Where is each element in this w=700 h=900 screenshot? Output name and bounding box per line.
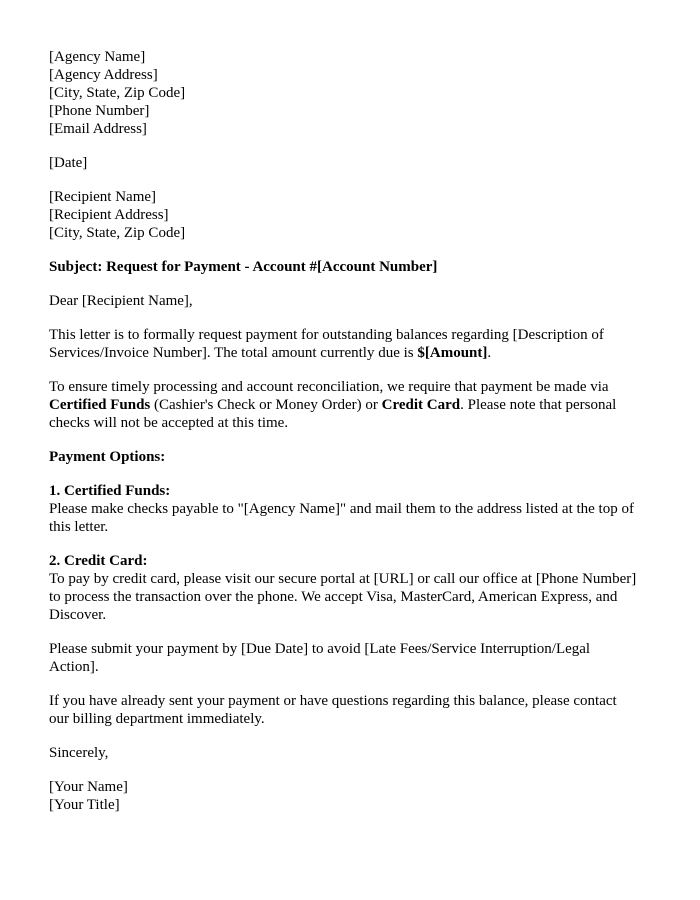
option-credit-card bbox=[49, 552, 638, 624]
text-segment: [Your Name] bbox=[49, 779, 128, 795]
text-segment: If you have already sent your payment or have questions regarding this balance, please contact our billing department immediately. bbox=[49, 693, 617, 727]
text-line bbox=[49, 692, 638, 728]
text-line bbox=[49, 188, 638, 206]
bold-text-segment: $[Amount] bbox=[417, 345, 488, 361]
text-line bbox=[49, 84, 638, 102]
text-line bbox=[49, 48, 638, 66]
text-segment: This letter is to formally request payment for outstanding balances regarding [Description of Services/Invoice Number]. The total amount currently due is bbox=[49, 327, 604, 361]
text-segment: . Please note that personal checks will not be accepted at this time. bbox=[49, 397, 617, 431]
text-segment: . bbox=[487, 345, 492, 361]
text-line bbox=[49, 66, 638, 84]
text-line bbox=[49, 640, 638, 676]
due-date-paragraph bbox=[49, 640, 638, 676]
signature-block bbox=[49, 778, 638, 812]
text-segment: [City, State, Zip Code] bbox=[49, 225, 186, 241]
text-segment: Dear [Recipient Name], bbox=[49, 293, 193, 309]
text-segment: [Phone Number] bbox=[49, 103, 150, 119]
text-line bbox=[49, 482, 638, 500]
text-segment: [Date] bbox=[49, 155, 88, 171]
salutation bbox=[49, 292, 638, 310]
text-line bbox=[49, 778, 638, 796]
text-segment: (Cashier's Check or Money Order) or bbox=[150, 397, 382, 413]
text-line bbox=[49, 378, 638, 432]
bold-text-segment: 2. Credit Card: bbox=[49, 553, 148, 569]
text-line bbox=[49, 326, 638, 362]
bold-text-segment: 1. Certified Funds: bbox=[49, 483, 171, 499]
text-line bbox=[49, 154, 638, 172]
bold-text-segment: Payment Options: bbox=[49, 449, 166, 465]
text-line bbox=[49, 796, 638, 812]
letter-body bbox=[49, 48, 638, 812]
text-segment: [Agency Address] bbox=[49, 67, 158, 83]
sender-address-block bbox=[49, 48, 638, 138]
text-segment: [Agency Name] bbox=[49, 49, 146, 65]
text-segment: Sincerely, bbox=[49, 745, 109, 761]
intro-paragraph bbox=[49, 326, 638, 362]
text-segment: [Email Address] bbox=[49, 121, 147, 137]
text-line bbox=[49, 224, 638, 242]
text-line bbox=[49, 448, 638, 466]
text-line bbox=[49, 102, 638, 120]
bold-text-segment: Subject: Request for Payment - Account #[Account Number] bbox=[49, 259, 438, 275]
recipient-address-block bbox=[49, 188, 638, 242]
closing bbox=[49, 744, 638, 762]
text-segment: [Recipient Address] bbox=[49, 207, 169, 223]
text-line bbox=[49, 258, 638, 276]
text-segment: Please submit your payment by [Due Date] to avoid [Late Fees/Service Interruption/Legal Action]. bbox=[49, 641, 591, 675]
text-line bbox=[49, 500, 638, 536]
payment-options-heading bbox=[49, 448, 638, 466]
text-line bbox=[49, 120, 638, 138]
date-line bbox=[49, 154, 638, 172]
text-segment: To pay by credit card, please visit our secure portal at [URL] or call our office at [Phone Number] to process the transaction over the phone. We accept Visa, MasterCard, American Express, and Discover. bbox=[49, 571, 637, 623]
payment-method-paragraph bbox=[49, 378, 638, 432]
subject-line bbox=[49, 258, 638, 276]
text-line bbox=[49, 206, 638, 224]
bold-text-segment: Certified Funds bbox=[49, 397, 151, 413]
text-segment: [City, State, Zip Code] bbox=[49, 85, 186, 101]
text-segment: To ensure timely processing and account reconciliation, we require that payment be made via bbox=[49, 379, 609, 395]
text-line bbox=[49, 744, 638, 762]
text-segment: Please make checks payable to "[Agency Name]" and mail them to the address listed at the top of this letter. bbox=[49, 501, 634, 535]
text-segment: [Your Title] bbox=[49, 797, 120, 812]
bold-text-segment: Credit Card bbox=[381, 397, 461, 413]
text-line bbox=[49, 552, 638, 570]
text-line bbox=[49, 570, 638, 624]
text-line bbox=[49, 292, 638, 310]
option-certified-funds bbox=[49, 482, 638, 536]
already-sent-paragraph bbox=[49, 692, 638, 728]
text-segment: [Recipient Name] bbox=[49, 189, 157, 205]
